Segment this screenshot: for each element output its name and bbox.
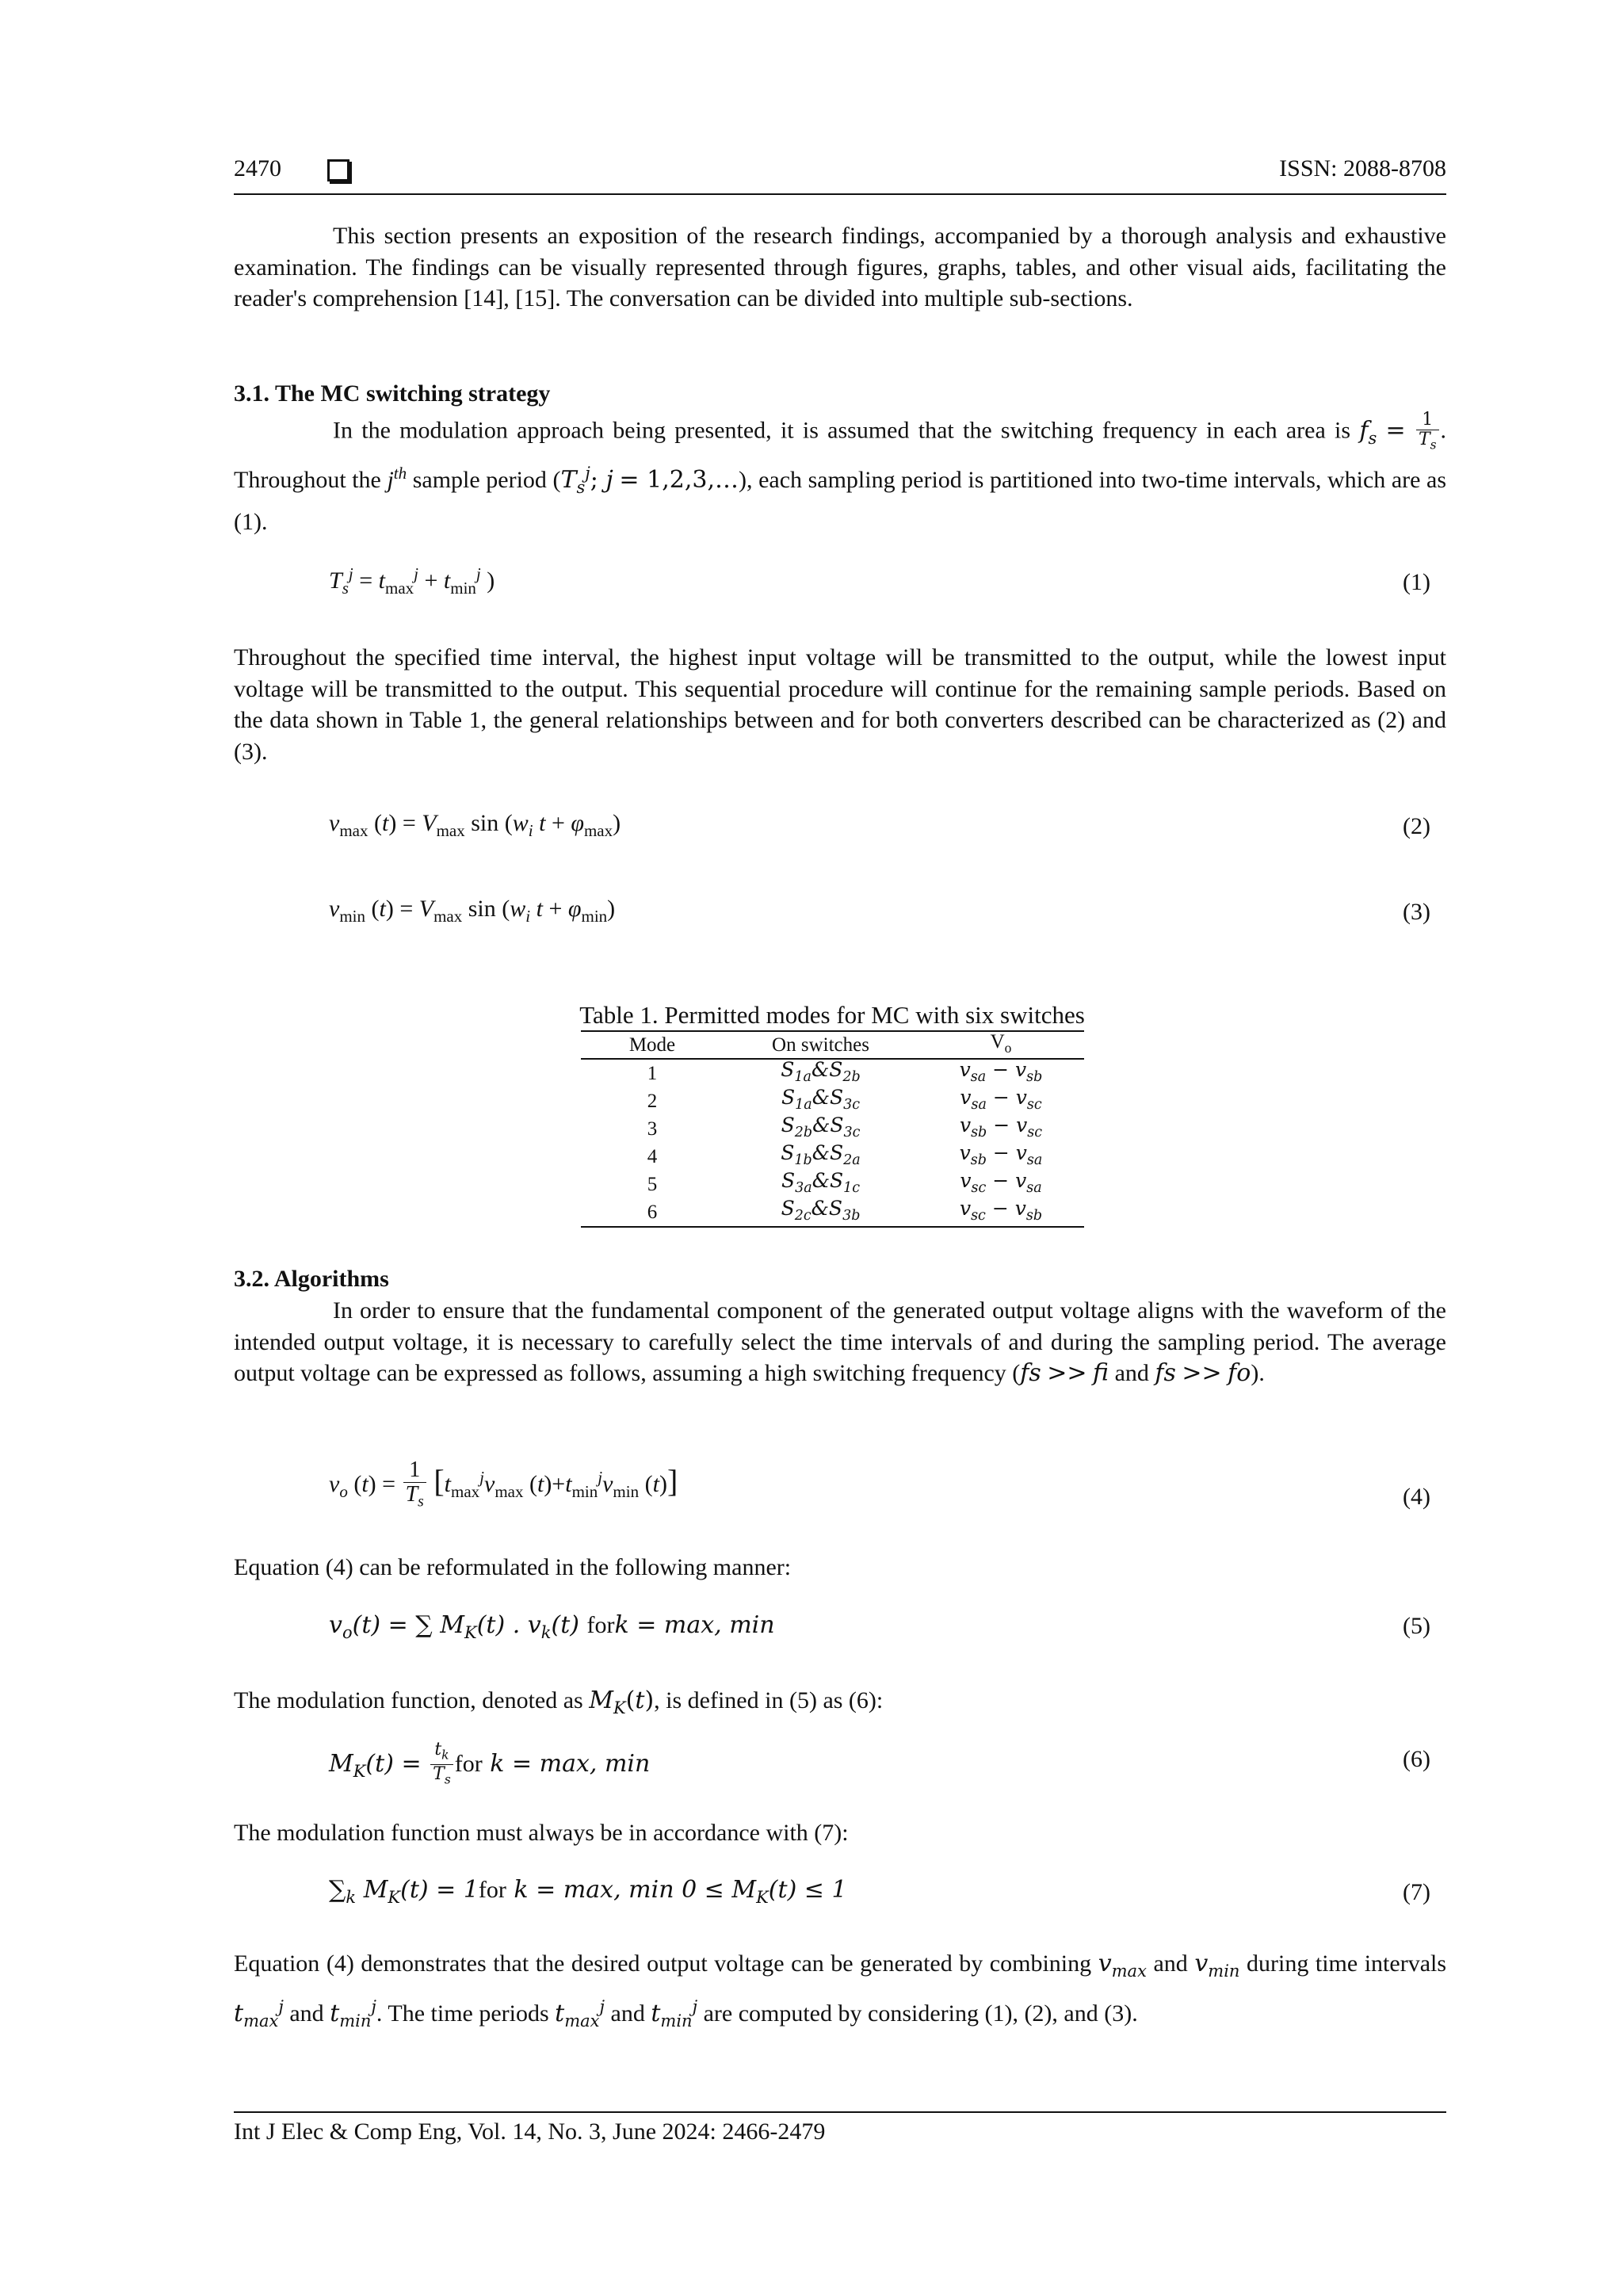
- equation-5-number: (5): [1403, 1613, 1430, 1639]
- equation-6: $M_K(t)$ = $\frac{t_k}{T_s}$ for k = max, min: [329, 1740, 651, 1787]
- section-3-2-paragraph-1: In order to ensure that the fundamental component of the generated output voltage aligns with the waveform of the intended output voltage, it is necessary to carefully select the time intervals of and during the sampling period. The average output voltage can be expressed as follows, assuming a high switching frequency (fs >> fi and fs >> fo).: [234, 1297, 1446, 1387]
- s32-last-d: and: [289, 2000, 324, 2027]
- s32-last-e: . The time periods: [376, 2000, 549, 2027]
- s32-last-g: are computed by considering (1), (2), and (3).: [703, 2000, 1138, 2027]
- box-glyph-icon: [327, 159, 349, 181]
- equation-5: $v_o(t)$ = ∑ $M_K(t)$ . $v_k(t)$ fork = max, min: [329, 1611, 775, 1642]
- table-header-mode: Mode: [581, 1031, 724, 1059]
- intro-text: This section presents an exposition of the research findings, accompanied by a thorough analysis and exhaustive examination. The findings can be visually represented through figures, graphs, tables, and other visual aids, facilitating the reader's comprehension [14], [15]. The conversation can be divided into multiple sub-sections.: [234, 223, 1446, 311]
- equation-4: $v_o$ (t) = $\frac{1}{T_s}$ [$t_{max}^jv_{max}$ $(t)+t_{min}^jv_{min}$ (t)]: [329, 1457, 678, 1511]
- table-row: [581, 1198, 1084, 1227]
- table-header-on-switches: On switches: [724, 1031, 918, 1059]
- table-cell-switches: $S_{2b}\&S_{3c}$: [781, 1114, 861, 1140]
- table-cell-vo: $v_{sa} - v_{sc}$: [960, 1086, 1042, 1113]
- s32-p1-mid: and: [1114, 1360, 1149, 1386]
- equation-7-number: (7): [1403, 1879, 1430, 1905]
- s32-last-a: Equation (4) demonstrates that the desired output voltage can be generated by combining: [234, 1950, 1092, 1977]
- section-3-1-paragraph-1: In the modulation approach being presented, it is assumed that the switching frequency in each area is $f_s$ = $\frac{1}{T_s}$ . Throughout the $j^{th}$ sample period ($T_s^j$; j = 1,2,3,…), each sampling period is partitioned into two-time intervals, which are as (1).: [234, 410, 1447, 535]
- issn-label: ISSN: 2088-8708: [1279, 155, 1446, 181]
- table-cell-switches: $S_{1b}\&S_{2a}$: [781, 1141, 861, 1168]
- s32-last-f: and: [610, 2000, 645, 2027]
- table-row: [581, 1087, 1084, 1115]
- table-row: [581, 1143, 1084, 1171]
- eq6-intro: The modulation function must always be in accordance with (7):: [234, 1820, 849, 1846]
- intro-paragraph: [234, 220, 1446, 315]
- table-1-caption: Table 1. Permitted modes for MC with six switches: [579, 1001, 1085, 1029]
- eq4-intro: Equation (4) can be reformulated in the following manner:: [234, 1554, 792, 1580]
- footer-citation: Int J Elec & Comp Eng, Vol. 14, No. 3, June 2024: 2466-2479: [234, 2118, 826, 2145]
- header-rule: [234, 193, 1446, 195]
- equation-4-number: (4): [1403, 1484, 1430, 1510]
- equation-3-number: (3): [1403, 899, 1430, 925]
- s32-p1: In order to ensure that the fundamental component of the generated output voltage aligns with the waveform of the intended output voltage, it is necessary to carefully select the time intervals of and during the sampling period. The average output voltage can be expressed as follows, assuming a high switching frequency (: [234, 1297, 1446, 1386]
- equation-1: $T_s^j = t_{max}^j + t_{min}^j$ ): [329, 564, 495, 598]
- s31-p1-d: ), each sampling period is partitioned into two-time intervals, which are as (1).: [234, 466, 1447, 535]
- equation-3: $v_{min}$ $(t) = V_{max}$ $\sin (w_i$ $t + \varphi_{min}$): [329, 896, 616, 926]
- table-row: [581, 1115, 1084, 1143]
- table-row: [581, 1171, 1084, 1198]
- s32-last-c: during time intervals: [1247, 1950, 1447, 1977]
- table-header-vo: $V_o$: [918, 1031, 1084, 1059]
- table-1-container: [581, 1030, 1084, 1228]
- s31-p1-a: In the modulation approach being presented, it is assumed that the switching frequency in each area is: [333, 417, 1351, 444]
- section-3-1-paragraph-2: Throughout the specified time interval, the highest input voltage will be transmitted to the output, while the lowest input voltage will be transmitted to the output. This sequential procedure will continue for the remaining sample periods. Based on the data shown in Table 1, the general relationships between and for both converters described can be characterized as (2) and (3).: [234, 644, 1446, 765]
- table-cell-mode: 5: [647, 1174, 658, 1195]
- table-cell-vo: $v_{sb} - v_{sc}$: [959, 1114, 1043, 1140]
- equation-7: $\sum_k$ $M_K(t) = 1for$ k = max, $\min 0 \le M_K(t) \le 1$: [329, 1876, 847, 1907]
- table-row: [581, 1059, 1084, 1087]
- table-cell-mode: 1: [647, 1063, 658, 1084]
- s32-last-b: and: [1153, 1950, 1188, 1977]
- table-cell-mode: 3: [647, 1118, 658, 1140]
- table-cell-mode: 4: [647, 1146, 658, 1167]
- s32-p1-end: ).: [1251, 1360, 1265, 1386]
- equation-2: $v_{max}$ $(t) = V_{max}$ $\sin (w_i$ $t + \varphi_{max}$): [329, 810, 621, 840]
- equation-1-number: (1): [1403, 569, 1430, 595]
- page-number: 2470: [234, 155, 281, 181]
- equation-2-number: (2): [1403, 813, 1430, 839]
- equation-6-number: (6): [1403, 1746, 1430, 1772]
- table-cell-switches: $S_{1a}\&S_{2b}$: [781, 1058, 861, 1085]
- section-heading-3-1: 3.1. The MC switching strategy: [234, 380, 551, 407]
- s32-eq5-a: The modulation function, denoted as: [234, 1687, 583, 1713]
- table-cell-switches: $S_{3a}\&S_{1c}$: [781, 1169, 861, 1196]
- s32-eq5-b: , is defined in (5) as (6):: [654, 1687, 884, 1713]
- table-1: [581, 1030, 1084, 1228]
- s31-p1-c: sample period (: [412, 466, 561, 493]
- table-cell-switches: $S_{2c}\&S_{3b}$: [724, 1198, 918, 1227]
- footer-rule: [234, 2111, 1446, 2113]
- eq5-intro: The modulation function, denoted as $M_K(t)$, is defined in (5) as (6):: [234, 1687, 884, 1717]
- table-cell-mode: 2: [647, 1091, 658, 1112]
- table-cell-switches: $S_{1a}\&S_{3c}$: [781, 1086, 861, 1113]
- table-cell-vo: $v_{sa} - v_{sb}$: [959, 1058, 1043, 1085]
- section-heading-3-2: 3.2. Algorithms: [234, 1266, 389, 1292]
- table-cell-mode: 6: [581, 1198, 724, 1227]
- table-cell-vo: $v_{sc} - v_{sa}$: [960, 1169, 1042, 1196]
- table-cell-vo: $v_{sc} - v_{sb}$: [918, 1198, 1084, 1227]
- section-3-2-final-paragraph: Equation (4) demonstrates that the desired output voltage can be generated by combining $v_{max}$ and $v_{min}$ during time intervals $t_{max}^j$ and $t_{min}^j$. The time periods $t_{max}^j$ and $t_{min}^j$ are computed by considering (1), (2), and (3).: [234, 1950, 1447, 2030]
- table-cell-vo: $v_{sb} - v_{sa}$: [959, 1141, 1043, 1168]
- s31-p1-b: . Throughout the: [234, 417, 1447, 493]
